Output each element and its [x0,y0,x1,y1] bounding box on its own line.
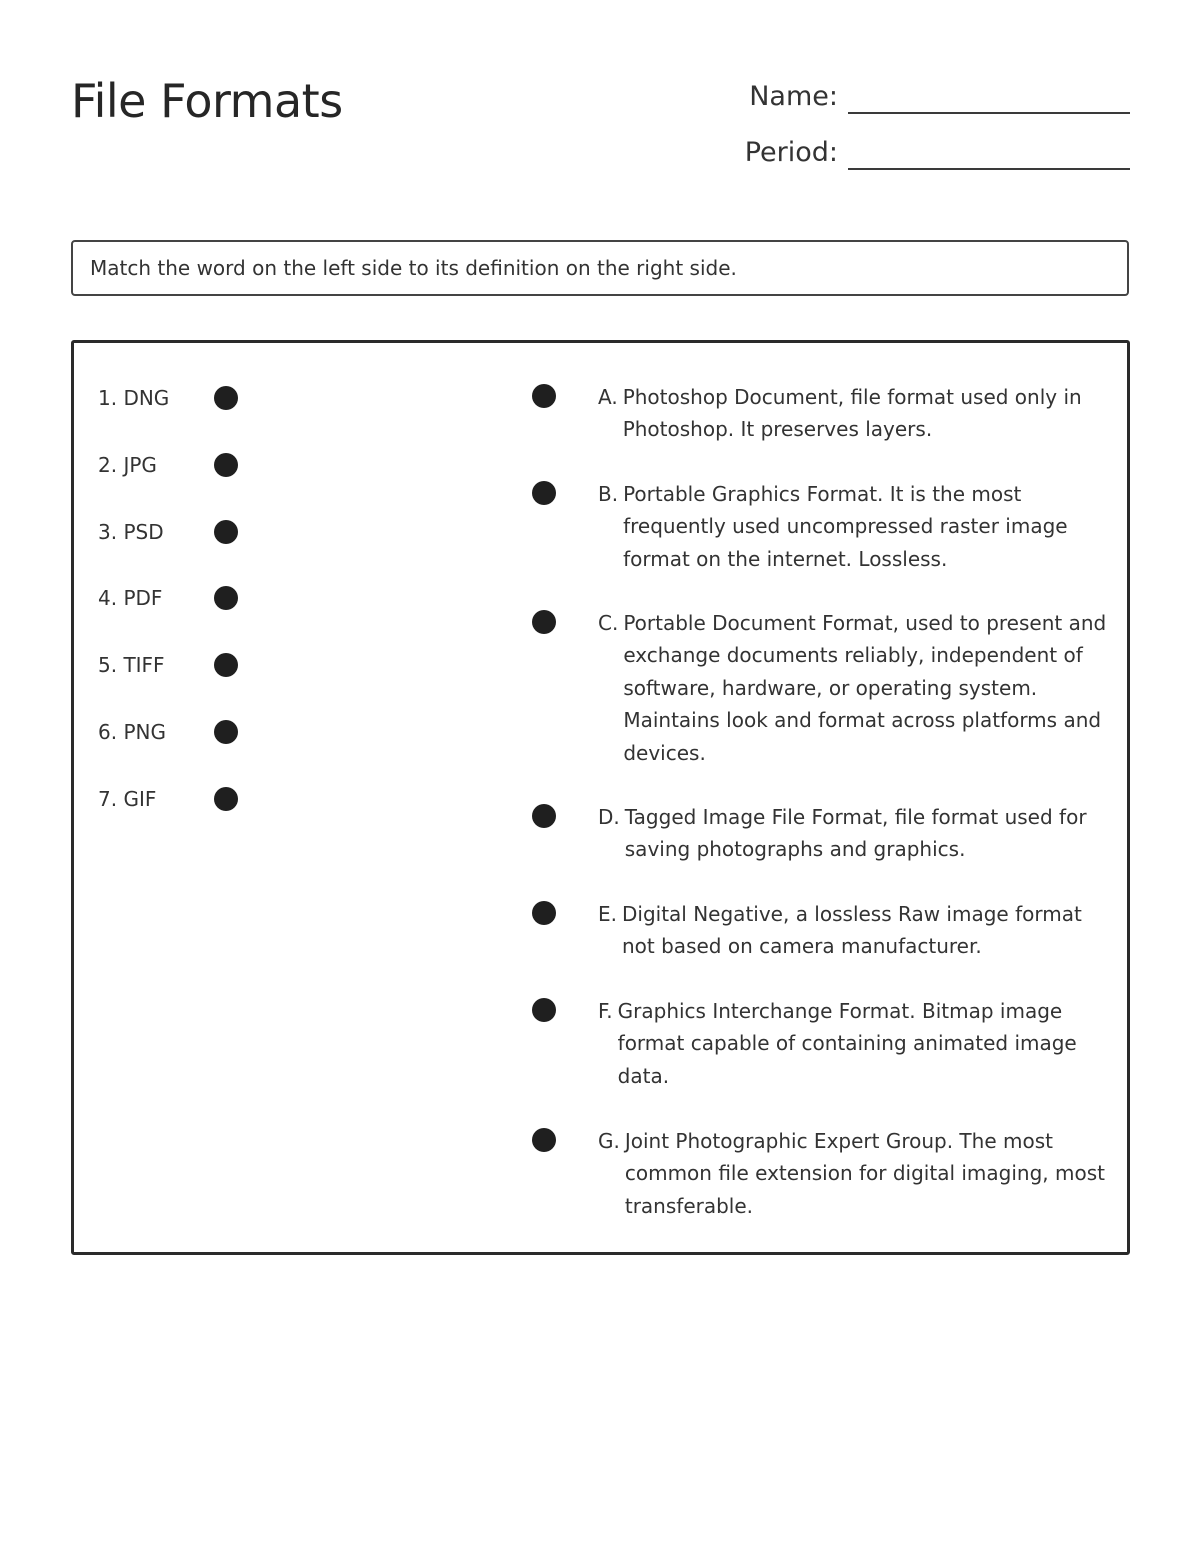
matching-area [71,340,1130,1255]
term-item [98,583,238,613]
term-connector-dot[interactable] [214,520,238,544]
period-field [745,130,1130,170]
term-item [98,383,238,413]
term-label: 2. JPG [98,453,157,477]
term-item [98,517,238,547]
term-label: 5. TIFF [98,653,165,677]
definition-text: Portable Document Format, used to present and exchange documents reliably, independent of software, hardware, or operating system. Maintains look and format across platforms and devices. [623,611,1107,765]
term-connector-dot[interactable] [214,653,238,677]
period-blank-line[interactable] [848,167,1130,170]
term-connector-dot[interactable] [214,586,238,610]
definition-connector-dot[interactable] [532,610,556,634]
term-label: 6. PNG [98,720,166,744]
instructions-box [71,240,1129,296]
term-connector-dot[interactable] [214,453,238,477]
definition-letter: C. [598,611,619,635]
definition-letter: A. [598,385,618,409]
definition-connector-dot[interactable] [532,384,556,408]
definition-letter: E. [598,902,617,926]
term-label: 7. GIF [98,787,157,811]
term-connector-dot[interactable] [214,787,238,811]
name-field [749,74,1130,114]
term-connector-dot[interactable] [214,720,238,744]
definition-text: Photoshop Document, file format used only in Photoshop. It preserves layers. [622,385,1082,442]
term-label: 1. DNG [98,386,170,410]
definition-letter: B. [598,482,619,506]
term-connector-dot[interactable] [214,386,238,410]
definition-text: Joint Photographic Expert Group. The most common file extension for digital imaging, most transferable. [624,1129,1105,1218]
definition-letter: F. [598,999,613,1023]
instructions-text: Match the word on the left side to its definition on the right side. [90,256,737,280]
page-title: File Formats [71,74,343,128]
period-label: Period: [744,137,838,168]
definition-connector-dot[interactable] [532,481,556,505]
definition-letter: D. [598,805,620,829]
definition-connector-dot[interactable] [532,1128,556,1152]
term-item [98,650,238,680]
term-item [98,717,238,747]
term-label: 4. PDF [98,586,163,610]
definition-text: Digital Negative, a lossless Raw image format not based on camera manufacturer. [622,902,1082,959]
definition-text: Tagged Image File Format, file format used for saving photographs and graphics. [624,805,1087,862]
definition-letter: G. [598,1129,620,1153]
definition-text: Portable Graphics Format. It is the most frequently used uncompressed raster image format on the internet. Lossless. [623,482,1068,571]
definition-connector-dot[interactable] [532,998,556,1022]
name-blank-line[interactable] [848,111,1130,114]
term-label: 3. PSD [98,520,164,544]
term-item [98,450,238,480]
definition-connector-dot[interactable] [532,804,556,828]
definition-connector-dot[interactable] [532,901,556,925]
name-label: Name: [749,81,838,112]
term-item [98,784,238,814]
definition-text: Graphics Interchange Format. Bitmap image format capable of containing animated image data. [617,999,1077,1088]
